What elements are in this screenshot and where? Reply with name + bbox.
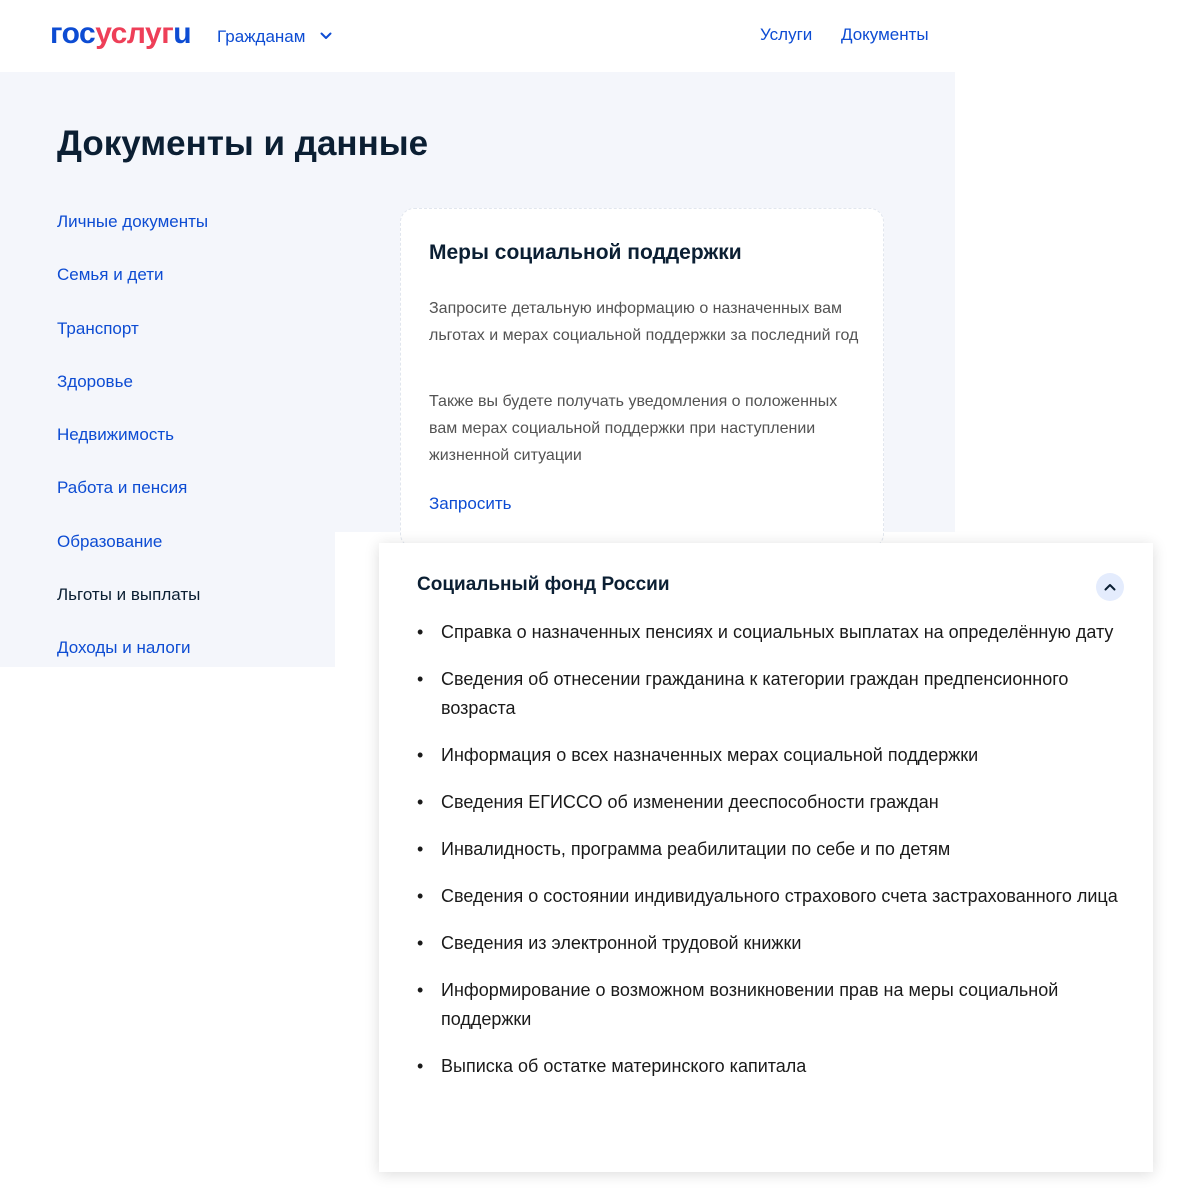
list-item[interactable] (415, 665, 1125, 723)
gosuslugi-logo[interactable] (50, 16, 191, 52)
list-item[interactable] (415, 929, 1125, 958)
nav-citizens-dropdown[interactable] (217, 24, 332, 48)
sidebar-item-education[interactable]: Образование (57, 531, 163, 551)
list-item[interactable] (415, 882, 1125, 911)
social-fund-panel (379, 543, 1153, 1172)
sidebar-nav (57, 210, 208, 690)
logo-part-ru: u (173, 17, 192, 50)
bullet: • (417, 669, 424, 689)
sidebar-item-real-estate[interactable]: Недвижимость (57, 425, 174, 445)
panel-document-list (415, 618, 1125, 1099)
list-item-text: Выписка об остатке материнского капитала (441, 1056, 807, 1076)
list-item-text: Сведения об отнесении гражданина к категории граждан предпенсионного возраста (441, 669, 1069, 718)
bullet: • (417, 886, 424, 906)
bullet: • (417, 980, 424, 1000)
list-item-text: Информация о всех назначенных мерах социальной поддержки (441, 745, 979, 765)
list-item-text: Сведения ЕГИССО об изменении дееспособности граждан (441, 792, 939, 812)
bullet: • (417, 1056, 424, 1076)
list-item-text: Справка о назначенных пенсиях и социальных выплатах на определённую дату (441, 622, 1114, 642)
sidebar-item-transport[interactable]: Транспорт (57, 318, 139, 338)
list-item[interactable] (415, 741, 1125, 770)
sidebar-item-income-taxes[interactable]: Доходы и налоги (57, 638, 191, 658)
list-item-text: Информирование о возможном возникновении прав на меры социальной поддержки (441, 980, 1059, 1029)
list-item-text: Инвалидность, программа реабилитации по себе и по детям (441, 839, 951, 859)
nav-citizens-label: Гражданам (217, 27, 306, 46)
list-item-text: Сведения о состоянии индивидуального страхового счета застрахованного лица (441, 886, 1118, 906)
logo-part-uslugi: услуг (95, 17, 174, 50)
list-item[interactable] (415, 788, 1125, 817)
sidebar-item-work-pension[interactable]: Работа и пенсия (57, 478, 188, 498)
sidebar-item-benefits-payments[interactable]: Льготы и выплаты (57, 585, 201, 605)
bullet: • (417, 622, 424, 642)
nav-services-link[interactable]: Услуги (760, 25, 813, 44)
list-item[interactable] (415, 1052, 1125, 1081)
sidebar-item-health[interactable]: Здоровье (57, 371, 133, 391)
logo-part-gos: гос (50, 17, 96, 50)
chevron-down-icon (320, 24, 332, 46)
list-item[interactable] (415, 835, 1125, 864)
request-link[interactable]: Запросить (429, 494, 512, 513)
social-support-card (400, 208, 884, 548)
nav-documents-link[interactable]: Документы (841, 25, 929, 44)
panel-title: Социальный фонд России (417, 574, 670, 595)
card-description: Запросите детальную информацию о назначенных вам льготах и мерах социальной поддержки за последний год (429, 300, 859, 344)
list-item[interactable] (415, 976, 1125, 1034)
bullet: • (417, 839, 424, 859)
card-notification-text: Также вы будете получать уведомления о положенных вам мерах социальной поддержки при наступлении жизненной ситуации (429, 393, 838, 464)
sidebar-item-personal-documents[interactable]: Личные документы (57, 212, 209, 231)
collapse-button[interactable] (1096, 573, 1124, 601)
bullet: • (417, 792, 424, 812)
list-item[interactable] (415, 618, 1125, 647)
bullet: • (417, 745, 424, 765)
bullet: • (417, 933, 424, 953)
sidebar-item-family-children[interactable]: Семья и дети (57, 265, 164, 285)
list-item-text: Сведения из электронной трудовой книжки (441, 933, 802, 953)
top-header (0, 0, 955, 72)
page-title: Документы и данные (57, 124, 429, 163)
card-title: Меры социальной поддержки (429, 241, 742, 264)
chevron-up-icon (1104, 578, 1116, 596)
